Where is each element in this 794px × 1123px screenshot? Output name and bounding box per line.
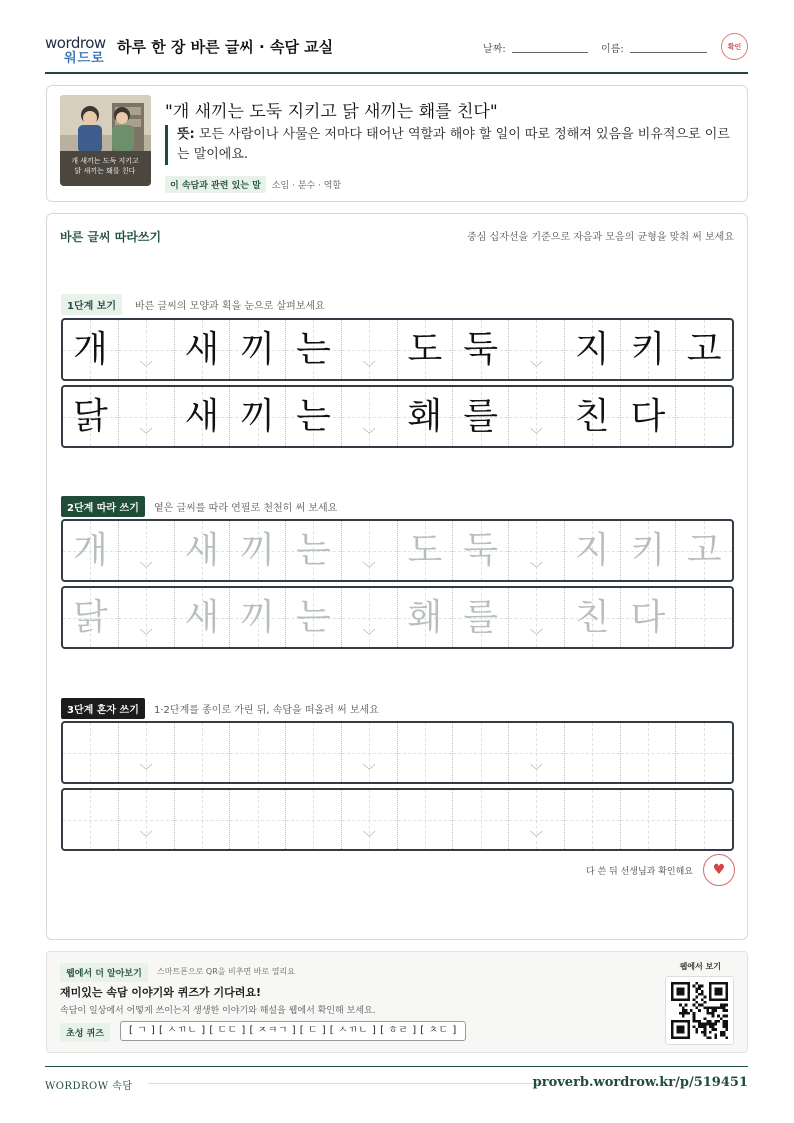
grid-cell: [230, 320, 286, 379]
wordrow-logo: [45, 34, 107, 64]
grid-cell[interactable]: [63, 723, 119, 782]
space-mark-icon: ﹀: [362, 562, 376, 577]
grid-cell: [565, 320, 621, 379]
grid-character: 끼: [240, 395, 276, 437]
grid-character: 둑: [463, 529, 499, 571]
qr-label: 웹에서 보기: [679, 962, 721, 971]
space-mark-icon: ﹀: [529, 428, 543, 443]
grid-cell[interactable]: [509, 588, 565, 647]
related-label: 이 속담과 관련 있는 말: [165, 176, 266, 193]
practice-title: 바른 글씨 따라쓰기: [60, 230, 162, 244]
step1-tag: 1단계 보기: [61, 294, 122, 315]
meaning-text: 모든 사람이나 사물은 저마다 태어난 역할과 해야 할 일이 따로 정해져 있음을 비유적으로 이르는 말이에요.: [177, 127, 730, 162]
grid-cell[interactable]: [565, 588, 621, 647]
grid-cell[interactable]: [63, 521, 119, 580]
step2-description: 옅은 글씨를 따라 연필로 천천히 써 보세요: [154, 503, 338, 514]
proverb-card: [46, 85, 748, 202]
step3-tag: 3단계 혼자 쓰기: [61, 698, 145, 719]
grid-cell[interactable]: [286, 790, 342, 849]
grid-character: 새: [184, 328, 220, 370]
grid-cell: [621, 387, 677, 446]
grid-character: 친: [574, 596, 610, 638]
proverb-meaning: [165, 125, 735, 165]
grid-cell[interactable]: [230, 588, 286, 647]
grid-cell: [621, 320, 677, 379]
grid-cell[interactable]: [342, 723, 398, 782]
grid-character: 다: [630, 596, 666, 638]
grid-character: 다: [630, 395, 666, 437]
grid-cell: [286, 387, 342, 446]
grid-character: 개: [72, 328, 108, 370]
svg-text:닭 새끼는 홰를 친다: 닭 새끼는 홰를 친다: [74, 167, 136, 175]
grid-character: 지: [574, 328, 610, 370]
grid-cell[interactable]: [119, 521, 175, 580]
grid-cell[interactable]: [621, 790, 677, 849]
footer-brand: WORDROW 속담: [45, 1081, 133, 1092]
grid-cell[interactable]: [342, 521, 398, 580]
space-mark-icon: ﹀: [362, 764, 376, 779]
grid-character: 는: [295, 596, 331, 638]
grid-cell: [286, 320, 342, 379]
grid-cell: [676, 387, 732, 446]
grid-cell[interactable]: [621, 723, 677, 782]
grid-character: 는: [295, 328, 331, 370]
grid-cell[interactable]: [398, 723, 454, 782]
grid-cell[interactable]: [676, 521, 732, 580]
grid-character: 친: [574, 395, 610, 437]
grid-character: 끼: [240, 596, 276, 638]
step2-tag: 2단계 따라 쓰기: [61, 496, 145, 517]
space-mark-icon: ﹀: [139, 629, 153, 644]
grid-cell[interactable]: [230, 521, 286, 580]
proverb-title: "개 새끼는 도둑 지키고 닭 새끼는 홰를 친다": [165, 102, 498, 122]
space-mark-icon: ﹀: [362, 831, 376, 846]
space-mark-icon: ﹀: [139, 764, 153, 779]
space-mark-icon: ﹀: [139, 428, 153, 443]
date-field[interactable]: [512, 52, 588, 53]
grid-cell[interactable]: [453, 723, 509, 782]
grid-cell[interactable]: [509, 723, 565, 782]
grid-cell[interactable]: [342, 790, 398, 849]
grid-character: 고: [686, 529, 722, 571]
grid-cell[interactable]: [286, 521, 342, 580]
grid-cell[interactable]: [509, 790, 565, 849]
footer-divider: [45, 1066, 748, 1067]
grid-cell[interactable]: [119, 790, 175, 849]
grid-cell: [509, 387, 565, 446]
grid-character: 끼: [240, 529, 276, 571]
quiz-hint-box: [ ㄱ ] [ ㅅㄲㄴ ] [ ㄷㄷ ] [ ㅈㅋㄱ ] [ ㄷ ] [ ㅅㄲㄴ ] [ ㅎㄹ ] [ ㅊㄷ ]: [120, 1021, 466, 1041]
footer-rule: [148, 1083, 543, 1084]
grid-cell: [565, 387, 621, 446]
grid-cell[interactable]: [676, 588, 732, 647]
space-mark-icon: ﹀: [529, 764, 543, 779]
grid-cell: [342, 320, 398, 379]
grid-cell: [230, 387, 286, 446]
step1-row-1: [61, 318, 734, 381]
grid-cell[interactable]: [175, 588, 231, 647]
grid-character: 지: [574, 529, 610, 571]
step3-row-1[interactable]: [61, 721, 734, 784]
grid-cell[interactable]: [676, 790, 732, 849]
grid-cell: [453, 320, 509, 379]
grid-cell[interactable]: [509, 521, 565, 580]
practice-panel: [46, 213, 748, 940]
grid-character: 도: [407, 529, 443, 571]
grid-cell[interactable]: [119, 588, 175, 647]
related-words-row: [165, 176, 341, 192]
stamp-text: 확인: [727, 42, 742, 51]
grid-character: 키: [630, 529, 666, 571]
qr-code-icon[interactable]: [665, 976, 734, 1045]
grid-character: 새: [184, 395, 220, 437]
name-field[interactable]: [630, 52, 707, 53]
teacher-stamp-icon: [703, 854, 735, 886]
space-mark-icon: ﹀: [139, 361, 153, 376]
teacher-note: 다 쓴 뒤 선생님과 확인해요: [585, 867, 693, 877]
grid-cell[interactable]: [175, 521, 231, 580]
name-label: 이름:: [601, 44, 624, 55]
grid-character: 새: [184, 596, 220, 638]
space-mark-icon: ﹀: [362, 361, 376, 376]
step1-description: 바른 글씨의 모양과 획을 눈으로 살펴보세요: [135, 301, 325, 312]
grid-character: 를: [463, 596, 499, 638]
proverb-illustration: [60, 95, 151, 186]
grid-character: 끼: [240, 328, 276, 370]
step3-description: 1·2단계를 종이로 가린 뒤, 속담을 떠올려 써 보세요: [154, 705, 379, 716]
grid-cell: [63, 320, 119, 379]
grid-cell[interactable]: [230, 723, 286, 782]
logo-text-top: wordrow: [45, 34, 106, 52]
space-mark-icon: ﹀: [529, 831, 543, 846]
grid-cell[interactable]: [63, 588, 119, 647]
related-words: 소임 · 분수 · 역할: [271, 180, 342, 191]
web-title: 재미있는 속담 이야기와 퀴즈가 기다려요!: [60, 986, 261, 999]
footer-url[interactable]: proverb.wordrow.kr/p/519451: [532, 1075, 748, 1090]
space-mark-icon: ﹀: [529, 629, 543, 644]
grid-cell[interactable]: [565, 790, 621, 849]
grid-cell[interactable]: [230, 790, 286, 849]
grid-cell[interactable]: [175, 723, 231, 782]
grid-character: 도: [407, 328, 443, 370]
space-mark-icon: ﹀: [529, 361, 543, 376]
page-header: [45, 30, 748, 74]
grid-cell[interactable]: [63, 790, 119, 849]
grid-character: 닭: [72, 596, 108, 638]
grid-cell: [453, 387, 509, 446]
grid-cell: [398, 320, 454, 379]
grid-cell[interactable]: [453, 521, 509, 580]
space-mark-icon: ﹀: [139, 562, 153, 577]
step2-row-1[interactable]: [61, 519, 734, 582]
grid-cell[interactable]: [453, 790, 509, 849]
grid-character: 새: [184, 529, 220, 571]
web-subtitle: 속담이 일상에서 어떻게 쓰이는지 생생한 이야기와 해설을 웹에서 확인해 보세요.: [60, 1006, 376, 1016]
grid-character: 고: [686, 328, 722, 370]
grid-cell: [175, 320, 231, 379]
grid-cell[interactable]: [621, 588, 677, 647]
grid-cell[interactable]: [398, 521, 454, 580]
grid-cell: [175, 387, 231, 446]
grid-cell: [342, 387, 398, 446]
grid-cell: [119, 387, 175, 446]
grid-cell: [63, 387, 119, 446]
grid-cell[interactable]: [453, 588, 509, 647]
meaning-label: 뜻:: [177, 127, 195, 142]
page-title: 하루 한 장 바른 글씨 · 속담 교실: [117, 38, 334, 56]
heart-icon: ♥: [712, 862, 726, 878]
grid-character: 는: [295, 529, 331, 571]
step1-row-2: [61, 385, 734, 448]
practice-description: 중심 십자선을 기준으로 자음과 모음의 균형을 맞춰 써 보세요: [467, 232, 734, 243]
grid-cell[interactable]: [119, 723, 175, 782]
grid-cell[interactable]: [398, 588, 454, 647]
grid-cell[interactable]: [676, 723, 732, 782]
space-mark-icon: ﹀: [529, 562, 543, 577]
grid-character: 둑: [463, 328, 499, 370]
web-section: [46, 951, 748, 1053]
grid-cell[interactable]: [621, 521, 677, 580]
grid-character: 홰: [407, 395, 443, 437]
grid-cell[interactable]: [342, 588, 398, 647]
check-stamp-icon: [721, 33, 748, 60]
web-tag: 웹에서 더 알아보기: [60, 963, 148, 982]
svg-text:개 새끼는 도둑 지키고: 개 새끼는 도둑 지키고: [71, 157, 139, 165]
grid-cell[interactable]: [565, 723, 621, 782]
grid-cell[interactable]: [286, 588, 342, 647]
grid-cell: [509, 320, 565, 379]
grid-cell: [676, 320, 732, 379]
grid-character: 홰: [407, 596, 443, 638]
grid-character: 닭: [72, 395, 108, 437]
grid-character: 는: [295, 395, 331, 437]
web-hint: 스마트폰으로 QR을 비추면 바로 열리요: [157, 967, 295, 976]
grid-cell: [119, 320, 175, 379]
grid-cell[interactable]: [286, 723, 342, 782]
logo-text-bottom: 워드로: [64, 51, 105, 66]
grid-cell: [398, 387, 454, 446]
grid-cell[interactable]: [398, 790, 454, 849]
grid-cell[interactable]: [175, 790, 231, 849]
grid-character: 키: [630, 328, 666, 370]
space-mark-icon: ﹀: [139, 831, 153, 846]
space-mark-icon: ﹀: [362, 629, 376, 644]
grid-cell[interactable]: [565, 521, 621, 580]
space-mark-icon: ﹀: [362, 428, 376, 443]
step2-row-2[interactable]: [61, 586, 734, 649]
grid-character: 개: [72, 529, 108, 571]
grid-character: 를: [463, 395, 499, 437]
quiz-label: 초성 퀴즈: [60, 1023, 110, 1042]
date-label: 날짜:: [483, 44, 506, 55]
step3-row-2[interactable]: [61, 788, 734, 851]
